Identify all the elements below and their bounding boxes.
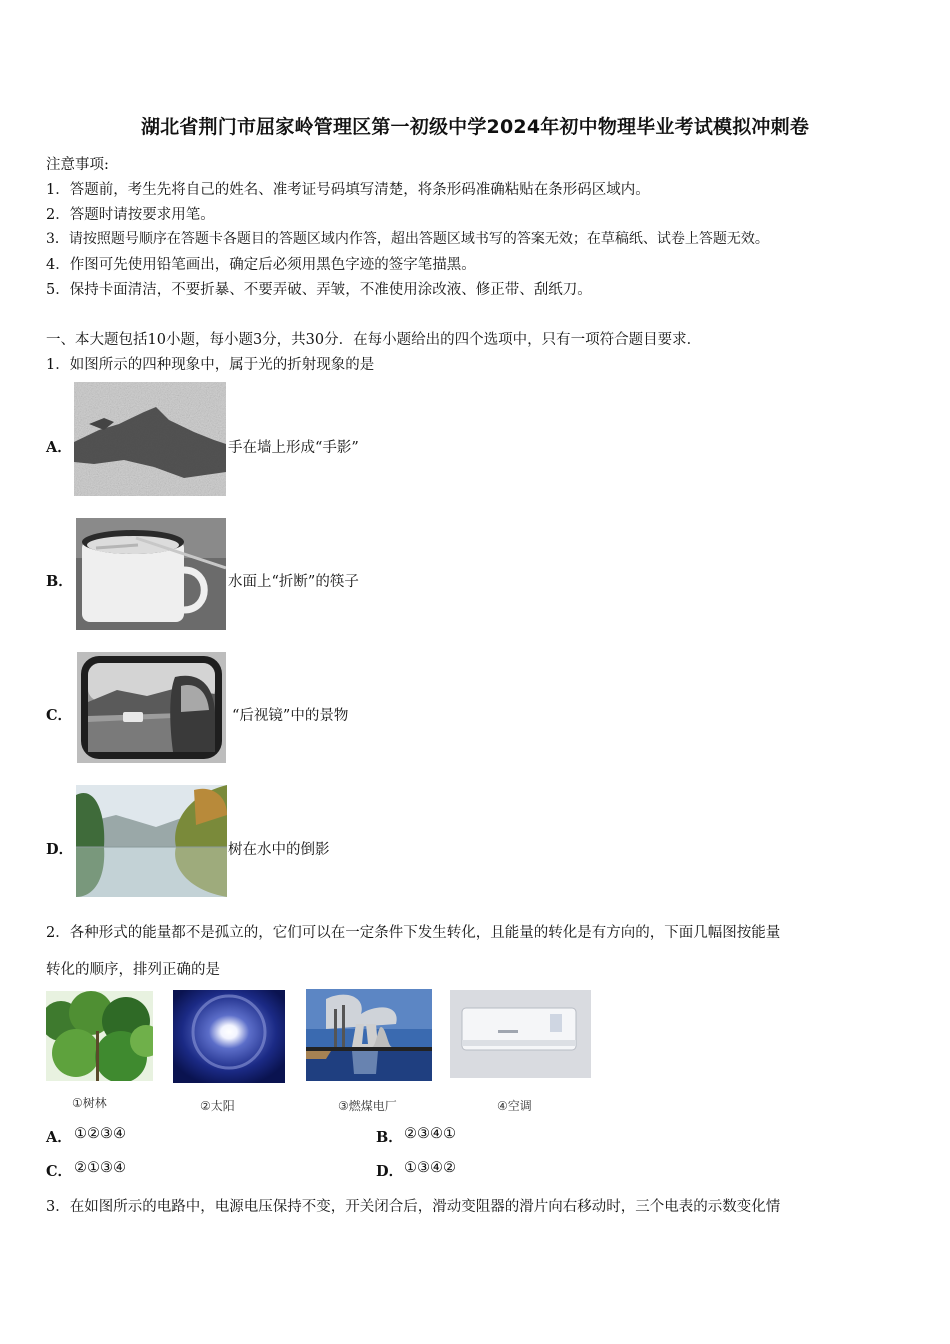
question-3-stem: 3．在如图所示的电路中，电源电压保持不变，开关闭合后，滑动变阻器的滑片向右移动时，三个电表的示数变化情 xyxy=(46,1199,781,1215)
notice-heading: 注意事项: xyxy=(46,157,109,173)
q2-option-a-text: ①②③④ xyxy=(74,1126,126,1142)
question-1-stem: 1．如图所示的四种现象中，属于光的折射现象的是 xyxy=(46,357,375,373)
question-2-stem-line-2: 转化的顺序，排列正确的是 xyxy=(46,962,220,978)
q1-option-a-text: 手在墙上形成“手影” xyxy=(228,440,359,456)
forest-caption: ①树林 xyxy=(72,1096,107,1110)
air-conditioner-image xyxy=(450,990,591,1078)
q1-option-d-label: D． xyxy=(46,841,74,858)
q2-option-d-label: D． xyxy=(376,1163,404,1180)
q2-option-c-label: C． xyxy=(46,1163,73,1180)
sun-caption: ②太阳 xyxy=(200,1099,235,1113)
question-2-stem-line-1: 2．各种形式的能量都不是孤立的，它们可以在一定条件下发生转化，且能量的转化是有方向的，下面几幅图按能量 xyxy=(46,925,781,941)
q2-option-a-label: A． xyxy=(46,1129,72,1146)
notice-item-2: 2．答题时请按要求用笔。 xyxy=(46,207,215,223)
q1-option-c-label: C． xyxy=(46,707,73,724)
notice-item-5: 5．保持卡面清洁，不要折暴、不要弄破、弄皱，不准使用涂改液、修正带、刮纸刀。 xyxy=(46,282,592,298)
rearview-mirror-image xyxy=(77,652,226,763)
q1-option-a-label: A． xyxy=(46,439,72,456)
tree-reflection-image xyxy=(76,785,227,897)
q2-option-c-text: ②①③④ xyxy=(74,1160,126,1176)
chopsticks-in-cup-image xyxy=(76,518,226,630)
q1-option-b-text: 水面上“折断”的筷子 xyxy=(228,574,359,590)
forest-image xyxy=(46,991,153,1081)
q1-option-d-text: 树在水中的倒影 xyxy=(228,842,330,858)
q2-option-b-text: ②③④① xyxy=(404,1126,456,1142)
sun-image xyxy=(173,990,285,1083)
air-conditioner-caption: ④空调 xyxy=(497,1099,532,1113)
page-title: 湖北省荆门市屈家岭管理区第一初级中学2024年初中物理毕业考试模拟冲刺卷 xyxy=(140,116,810,138)
q2-option-d-text: ①③④② xyxy=(404,1160,456,1176)
power-plant-caption: ③燃煤电厂 xyxy=(338,1099,397,1113)
q1-option-b-label: B． xyxy=(46,573,73,590)
hand-shadow-image xyxy=(74,382,226,496)
notice-item-4: 4．作图可先使用铅笔画出，确定后必须用黑色字迹的签字笔描黑。 xyxy=(46,257,476,273)
notice-item-3: 3．请按照题号顺序在答题卡各题目的答题区域内作答，超出答题区域书写的答案无效；在草稿纸、试卷上答题无效。 xyxy=(46,231,769,247)
notice-item-1: 1．答题前，考生先将自己的姓名、准考证号码填写清楚，将条形码准确粘贴在条形码区域内。 xyxy=(46,182,650,198)
q2-option-b-label: B． xyxy=(376,1129,403,1146)
section-heading: 一、本大题包括10小题，每小题3分，共30分．在每小题给出的四个选项中，只有一项符合题目要求． xyxy=(46,332,702,348)
q1-option-c-text: “后视镜”中的景物 xyxy=(232,708,349,724)
power-plant-image xyxy=(306,989,432,1081)
